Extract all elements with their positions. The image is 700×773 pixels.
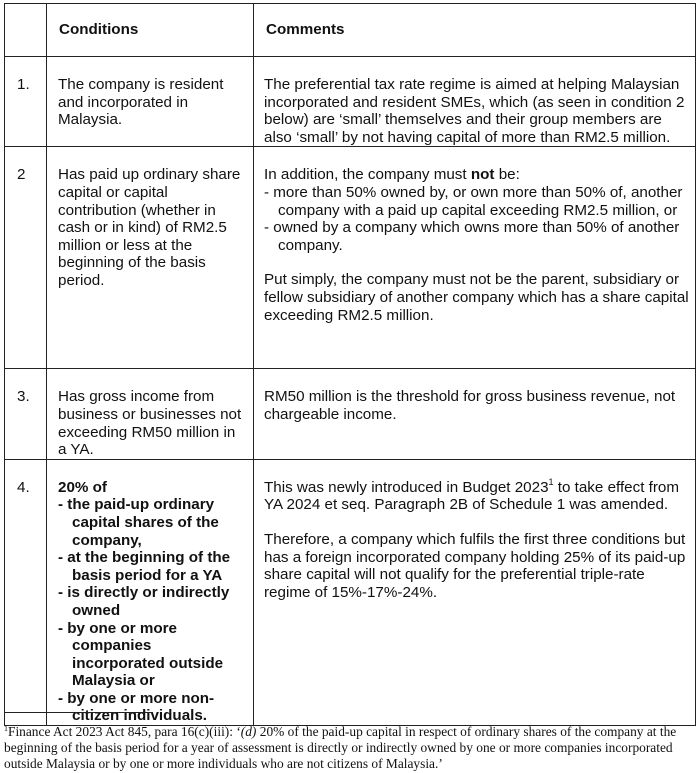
row-number-cell [5,459,47,725]
table-row [5,147,696,369]
condition-bullet: - by one or more non-citizen individuals. [58,689,215,725]
emphasis-not: not [470,166,495,184]
conditions-table [4,3,696,726]
header-number [5,4,47,57]
header-conditions: Conditions [47,4,254,57]
row-number: 4. [17,478,30,496]
condition-bullet: - by one or more companies incorporated outside Malaysia or [58,619,224,690]
comment-cell [254,147,696,369]
row-number-cell [5,369,47,459]
row-number-cell [5,57,47,147]
comment-paragraph: Therefore, a company which fulfils the first three conditions but has a foreign incorporated company holding 25% of its paid-up share capital will not qualify for the preferential triple-rate regime of 15%-17%-24%. [264,530,686,601]
condition-cell [47,57,254,147]
comment-intro: In addition, the company must not be: [264,166,520,184]
condition-bullet: - at the beginning of the basis period for a YA [58,549,231,584]
row-number: 1. [17,76,30,93]
comment-paragraph: This was newly introduced in Budget 2023$^1$ to take effect from YA 2024 et seq. Paragraph 2B of Schedule 1 was amended. [264,476,680,514]
comment-text: RM50 million is the threshold for gross business revenue, not chargeable income. [264,388,676,423]
footnote-reference[interactable]: 1 [548,476,554,487]
row-number: 3. [17,388,30,406]
condition-text: Has gross income from business or businesses not exceeding RM50 million in a YA. [58,388,242,459]
header-comments: Comments [254,4,696,57]
comment-cell [254,57,696,147]
condition-cell [47,147,254,369]
comment-summary: Put simply, the company must not be the parent, subsidiary or fellow subsidiary of another company which has a share capital exceeding RM2.5 million. [264,271,689,324]
comment-bullet: - owned by a company which owns more than 50% of another company. [264,219,680,254]
comment-cell [254,459,696,725]
condition-bullet: - the paid-up ordinary capital shares of the company, [58,496,219,549]
condition-intro: 20% of [58,478,107,496]
footnote-marker: 1 [4,724,8,733]
footnote: $^1$Finance Act 2023 Act 845, para 16(c)(iii): ‘(d) 20% of the paid-up capital in respect of ordinary shares of the company at the beginning of the basis period for a year of assessment is directly or indirectly owned by one or more companies incorporated outside Malaysia or by one or more individuals who are not citizens of Malaysia.’ [4,724,677,771]
comment-bullet: - more than 50% owned by, or own more than 50% of, another company with a paid up capital exceeding RM2.5 million, or [264,183,683,219]
condition-text: Has paid up ordinary share capital or capital contribution (whether in cash or in kind) of RM2.5 million or less at the beginning of the basis period. [58,166,241,289]
row-number: 2 [17,166,26,184]
comment-cell [254,369,696,459]
footnote-separator [4,712,152,713]
condition-text: The company is resident and incorporated in Malaysia. [58,76,224,129]
condition-bullet: - is directly or indirectly owned [58,584,230,619]
condition-cell [47,369,254,459]
condition-cell [47,459,254,725]
table-header-row [5,4,696,57]
row-number-cell [5,147,47,369]
table-row [5,57,696,147]
table-row [5,369,696,459]
comment-text: The preferential tax rate regime is aimed at helping Malaysian incorporated and resident SMEs, which (as seen in condition 2 below) are ‘small’ themselves and their group members are also ‘small’ by not having capital of more than RM2.5 million. [264,76,685,146]
table-row [5,459,696,725]
